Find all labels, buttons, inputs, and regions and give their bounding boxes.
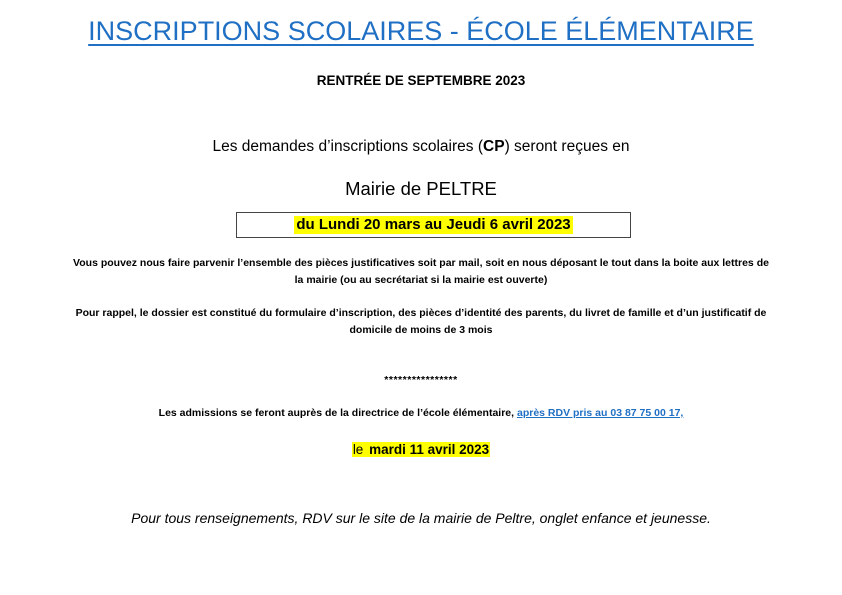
paragraph-documents-submission: Vous pouvez nous faire parvenir l’ensemble des pièces justificatives soit par mail, soit en nous déposant le tout dans la boite aux lettres de la mairie (ou au secrétariat si la mairie est ouverte) bbox=[73, 257, 769, 286]
paragraph-file-contents: Pour rappel, le dossier est constitué du formulaire d’inscription, des pièces d’identité des parents, du livret de famille et d’un justificatif de domicile de moins de 3 mois bbox=[75, 307, 767, 336]
separator: **************** bbox=[384, 374, 458, 386]
document-title: INSCRIPTIONS SCOLAIRES - ÉCOLE ÉLÉMENTAIRE bbox=[88, 16, 754, 46]
registration-dates: du Lundi 20 mars au Jeudi 6 avril 2023 bbox=[296, 216, 571, 233]
intro-level: CP bbox=[483, 138, 505, 155]
intro-after: ) seront reçues en bbox=[504, 138, 630, 155]
admissions-sentence: Les admissions se feront auprès de la directrice de l’école élémentaire, bbox=[158, 407, 517, 419]
appointment-phone-link[interactable]: après RDV pris au 03 87 75 00 17, bbox=[516, 407, 684, 419]
appointment-date-value: mardi 11 avril 2023 bbox=[369, 442, 490, 457]
appointment-date-prefix: le bbox=[352, 442, 368, 457]
footer-note: Pour tous renseignements, RDV sur le site de la mairie de Peltre, onglet enfance et jeunesse. bbox=[131, 510, 711, 526]
intro-text bbox=[0, 138, 842, 156]
admissions-text bbox=[0, 407, 842, 419]
dates-box bbox=[236, 212, 631, 238]
intro-before: Les demandes d’inscriptions scolaires ( bbox=[212, 138, 484, 155]
place-name: Mairie de PELTRE bbox=[345, 178, 497, 199]
appointment-date bbox=[0, 442, 842, 457]
document-subtitle: RENTRÉE DE SEPTEMBRE 2023 bbox=[316, 73, 526, 88]
